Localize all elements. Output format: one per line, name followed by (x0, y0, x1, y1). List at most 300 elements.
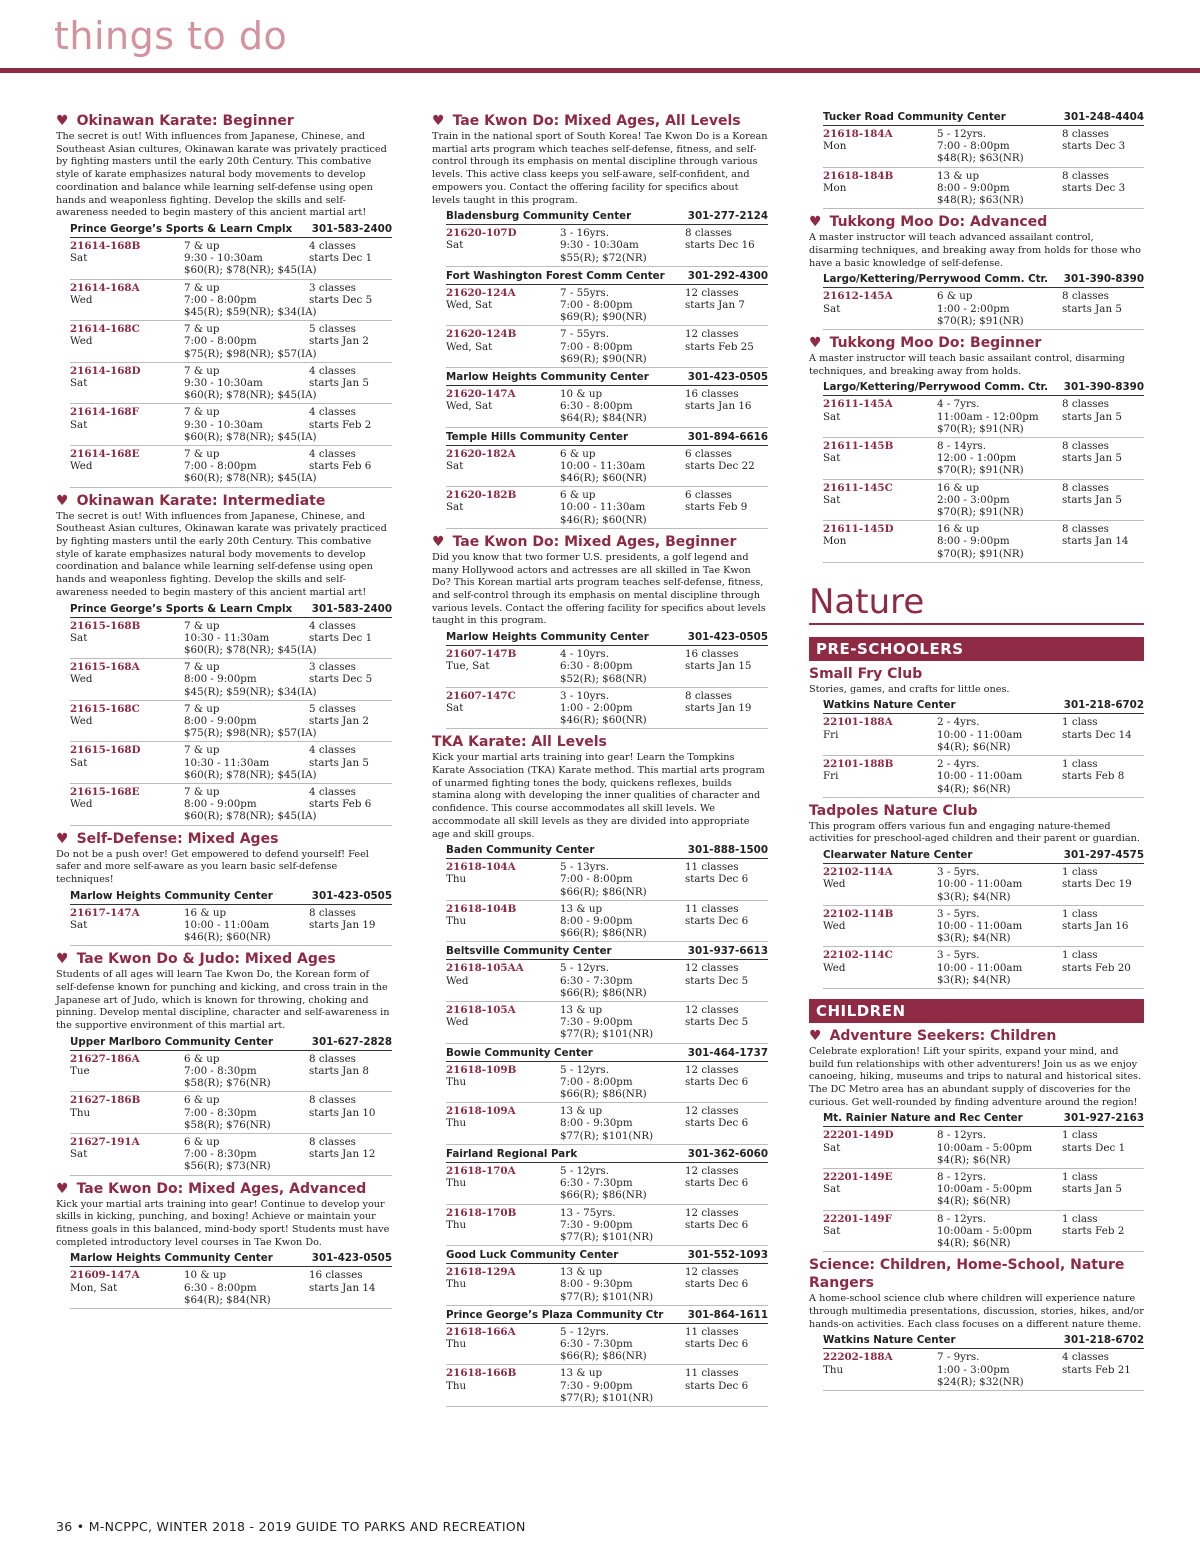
class-id-cell (70, 365, 184, 402)
class-count-cell (685, 1266, 768, 1303)
class-count: 8 classes (309, 906, 356, 919)
class-age: 7 & up (184, 406, 220, 419)
class-fee: $58(R); $76(NR) (184, 1118, 271, 1131)
class-time: 10:30 - 11:30am (184, 756, 270, 769)
class-schedule-cell (937, 908, 1062, 945)
class-count: 12 classes (685, 1164, 739, 1177)
center-block (823, 699, 1144, 797)
class-time: 11:00am - 12:00pm (937, 410, 1039, 423)
class-id-cell (823, 128, 937, 165)
class-start: starts Jan 5 (1062, 302, 1122, 315)
class-start: starts Dec 5 (309, 293, 373, 306)
class-schedule-cell (184, 702, 317, 740)
class-count-cell (685, 489, 768, 526)
class-start: starts Dec 1 (309, 252, 373, 265)
class-id-cell (446, 1105, 560, 1142)
center-phone: 301-927-2163 (1063, 1112, 1144, 1125)
class-days: Mon, Sat (70, 1281, 118, 1294)
center-header (446, 1249, 768, 1264)
class-fee: $4(R); $6(NR) (937, 1237, 1011, 1250)
class-code[interactable]: 21618-129A (446, 1266, 516, 1279)
center-phone: 301-423-0505 (687, 631, 768, 644)
class-count: 12 classes (685, 1105, 739, 1118)
class-fee: $64(R); $84(NR) (184, 1293, 271, 1306)
class-count: 6 classes (685, 489, 732, 502)
center-phone: 301-297-4575 (1063, 849, 1144, 862)
class-time: 10:00 - 11:30am (560, 459, 646, 472)
class-row (823, 168, 1144, 210)
class-code[interactable]: 21618-105AA (446, 962, 524, 975)
class-fee: $46(R); $60(NR) (560, 714, 647, 727)
class-count-cell (685, 1105, 768, 1142)
center-header (446, 1047, 768, 1062)
class-fee: $69(R); $90(NR) (560, 311, 647, 324)
class-time: 10:00 - 11:30am (560, 501, 646, 514)
class-time: 7:00 - 8:00pm (184, 335, 257, 348)
class-age: 6 & up (184, 1052, 220, 1065)
class-count-cell (309, 365, 392, 402)
class-schedule-cell (560, 489, 685, 526)
class-days: Thu (446, 1218, 467, 1231)
class-schedule-cell (184, 1094, 309, 1131)
heart-icon: ♥ (432, 533, 445, 550)
center-header (70, 1252, 392, 1267)
class-schedule-cell (560, 1266, 685, 1303)
class-code[interactable]: 21614-168B (70, 239, 141, 252)
class-id-cell (446, 489, 560, 526)
class-row (823, 906, 1144, 948)
class-fee: $66(R); $86(NR) (560, 885, 647, 898)
class-days: Fri (823, 728, 839, 741)
class-count: 12 classes (685, 962, 739, 975)
class-schedule-cell (937, 866, 1062, 903)
class-code[interactable]: 21620-107D (446, 227, 517, 240)
center-name: Good Luck Community Center (446, 1249, 619, 1262)
class-days: Sat (70, 918, 88, 931)
class-code[interactable]: 21615-168D (70, 744, 141, 757)
class-count: 1 class (1062, 949, 1098, 962)
class-count: 8 classes (1062, 169, 1109, 182)
class-code[interactable]: 22101-188A (823, 716, 893, 729)
class-id-cell (446, 1326, 560, 1363)
class-start: starts Jan 5 (309, 376, 369, 389)
class-count-cell (1062, 758, 1144, 795)
class-code[interactable]: 22102-114C (823, 949, 893, 962)
center-header (446, 1309, 768, 1324)
activity-title (809, 334, 1144, 352)
class-code[interactable]: 22201-149E (823, 1171, 893, 1184)
class-code[interactable]: 21627-186A (70, 1052, 140, 1065)
class-age: 6 & up (560, 447, 596, 460)
class-code[interactable]: 21614-168F (70, 406, 139, 419)
activity-title-text: Tae Kwon Do: Mixed Ages, All Levels (452, 113, 741, 129)
center-header (823, 1112, 1144, 1127)
center-phone: 301-423-0505 (311, 1252, 392, 1265)
class-row (446, 386, 768, 428)
class-count: 8 classes (309, 1094, 356, 1107)
class-code[interactable]: 21618-184A (823, 128, 893, 140)
class-fee: $3(R); $4(NR) (937, 890, 1011, 903)
class-id-cell (446, 448, 560, 485)
class-fee: $48(R); $63(NR) (937, 194, 1024, 207)
class-code[interactable]: 21609-147A (70, 1269, 140, 1282)
class-id-cell (446, 648, 560, 685)
class-count-cell (685, 690, 768, 727)
class-age: 10 & up (184, 1269, 227, 1282)
activity-title (56, 1180, 392, 1198)
class-code[interactable]: 21607-147B (446, 648, 517, 661)
class-age: 7 - 55yrs. (560, 328, 609, 341)
class-schedule-cell (937, 128, 1062, 165)
class-id-cell (70, 1269, 184, 1306)
class-schedule-cell (560, 388, 685, 425)
center-header (446, 270, 768, 285)
class-id-cell (823, 949, 937, 986)
class-schedule-cell (184, 281, 317, 319)
class-code[interactable]: 21607-147C (446, 689, 516, 702)
class-time: 1:00 - 3:00pm (937, 1363, 1010, 1376)
center-phone: 301-552-1093 (687, 1249, 768, 1262)
class-age: 6 & up (560, 489, 596, 502)
class-code[interactable]: 21611-145B (823, 439, 894, 452)
activity-title (809, 665, 1144, 683)
center-header (70, 1036, 392, 1051)
class-age: 7 & up (184, 619, 220, 632)
class-code[interactable]: 21618-166A (446, 1325, 516, 1338)
class-code[interactable]: 21620-182B (446, 489, 517, 502)
class-row (70, 280, 392, 322)
class-age: 7 & up (184, 744, 220, 757)
heart-icon: ♥ (809, 214, 822, 231)
class-days: Wed (446, 974, 469, 987)
class-count-cell (685, 1004, 768, 1041)
class-code[interactable]: 22201-149D (823, 1129, 894, 1142)
class-row (823, 864, 1144, 906)
class-start: starts Dec 6 (685, 1075, 749, 1088)
class-code[interactable]: 21618-166B (446, 1367, 517, 1380)
center-block (70, 890, 392, 947)
activity-description: Stories, games, and crafts for little ones. (809, 683, 1010, 695)
class-fee: $70(R); $91(NR) (937, 505, 1024, 518)
activity-title-text: Tukkong Moo Do: Advanced (829, 214, 1048, 231)
class-schedule-cell (937, 440, 1062, 477)
class-age: 3 - 5yrs. (937, 907, 980, 920)
class-row (823, 756, 1144, 798)
class-count-cell (309, 448, 392, 485)
class-count-cell (309, 1269, 392, 1306)
class-age: 2 - 4yrs. (937, 716, 980, 729)
class-count: 12 classes (685, 1063, 739, 1076)
class-start: starts Jan 5 (1062, 410, 1122, 423)
class-count-cell (309, 240, 392, 277)
activity-title (56, 950, 392, 968)
class-row (70, 404, 392, 446)
class-days: Sat (446, 459, 464, 472)
activity-title (432, 533, 768, 551)
class-start: starts Dec 16 (685, 239, 755, 252)
class-days: Wed (70, 673, 93, 686)
class-days: Wed (70, 293, 93, 306)
class-code[interactable]: 21620-124B (446, 328, 517, 341)
class-code[interactable]: 21618-170A (446, 1164, 516, 1177)
class-start: starts Dec 3 (1062, 181, 1126, 194)
class-schedule-cell (937, 1213, 1062, 1250)
class-id-cell (446, 287, 560, 324)
class-start: starts Jan 19 (309, 918, 376, 931)
class-time: 6:30 - 8:00pm (184, 1281, 257, 1294)
class-start: starts Jan 7 (685, 299, 745, 312)
class-code[interactable]: 21614-168D (70, 364, 141, 377)
class-count-cell (309, 1094, 392, 1131)
class-code[interactable]: 21617-147A (70, 906, 140, 919)
class-age: 7 & up (184, 364, 220, 377)
class-code[interactable]: 21611-145A (823, 398, 893, 411)
class-code[interactable]: 22202-188A (823, 1351, 893, 1364)
class-time: 7:00 - 8:30pm (184, 1148, 257, 1161)
center-name: Fairland Regional Park (446, 1147, 578, 1160)
class-code[interactable]: 21618-105A (446, 1004, 516, 1017)
class-code[interactable]: 21614-168C (70, 323, 140, 336)
class-code[interactable]: 21618-104A (446, 861, 516, 874)
class-count-cell (685, 448, 768, 485)
class-code[interactable]: 21612-145A (823, 290, 893, 303)
class-row (823, 1169, 1144, 1211)
class-count-cell (1062, 716, 1144, 753)
class-start: starts Feb 2 (309, 418, 372, 431)
class-count: 4 classes (309, 785, 356, 798)
class-row (70, 321, 392, 363)
class-start: starts Jan 5 (1062, 493, 1122, 506)
class-count-cell (309, 661, 392, 698)
class-id-cell (446, 1266, 560, 1303)
class-count: 8 classes (1062, 128, 1109, 140)
class-code[interactable]: 21611-145D (823, 523, 894, 536)
class-count-cell (1062, 949, 1144, 986)
class-fee: $66(R); $86(NR) (560, 1088, 647, 1101)
class-time: 12:00 - 1:00pm (937, 452, 1017, 465)
class-id-cell (446, 1064, 560, 1101)
class-code[interactable]: 21615-168B (70, 619, 141, 632)
center-block (823, 111, 1144, 209)
class-schedule-cell (184, 323, 317, 360)
class-count-cell (685, 1367, 768, 1404)
class-count-cell (309, 1136, 392, 1173)
activity-description: This program offers various fun and engaging nature-themed activities for preschool-aged children and their parent or guardian. (809, 820, 1140, 845)
class-code[interactable]: 21611-145C (823, 481, 893, 494)
class-count-cell (685, 861, 768, 898)
column-3-activities (809, 111, 1144, 563)
class-days: Wed (823, 919, 846, 932)
activity-description: Kick your martial arts training into gear! Continue to develop your skills in kicking, punching, and boxing! Achieve or maintain your fitness goals in this balanced, mind-body sport! Students must have completed introductory level courses in Tae Kwon Do. (56, 1198, 390, 1248)
class-start: starts Jan 12 (309, 1148, 376, 1161)
activity-description: A master instructor will teach basic assailant control, disarming techniques, and breaking away from holds. (809, 352, 1125, 377)
activity-title (809, 213, 1144, 231)
class-code[interactable]: 21620-182A (446, 447, 516, 460)
class-schedule-cell (937, 1171, 1062, 1208)
class-code[interactable]: 22201-149F (823, 1212, 892, 1225)
class-age: 3 - 16yrs. (560, 227, 609, 240)
class-start: starts Dec 14 (1062, 728, 1132, 741)
class-count-cell (1062, 1129, 1144, 1166)
class-code[interactable]: 21614-168A (70, 281, 140, 294)
center-block (823, 1112, 1144, 1252)
class-time: 10:00am - 5:00pm (937, 1183, 1033, 1196)
class-code[interactable]: 21620-124A (446, 286, 516, 299)
class-days: Thu (446, 1075, 467, 1088)
class-age: 5 - 12yrs. (560, 1063, 609, 1076)
class-age: 7 & up (184, 281, 220, 294)
column-1 (56, 108, 392, 1309)
class-start: starts Jan 8 (309, 1064, 369, 1077)
class-row (446, 1205, 768, 1247)
class-time: 10:00 - 11:00am (937, 919, 1023, 932)
class-fee: $55(R); $72(NR) (560, 251, 647, 264)
class-age: 3 - 10yrs. (560, 689, 609, 702)
class-id-cell (446, 903, 560, 940)
class-age: 7 & up (184, 785, 220, 798)
class-days: Thu (446, 1177, 467, 1190)
center-header (446, 631, 768, 646)
center-phone: 301-423-0505 (687, 371, 768, 384)
class-code[interactable]: 21618-170B (446, 1206, 517, 1219)
class-start: starts Feb 6 (309, 460, 372, 473)
class-time: 10:00 - 11:00am (937, 878, 1023, 891)
class-count: 11 classes (685, 902, 739, 915)
class-days: Sat (823, 493, 841, 506)
class-schedule-cell (184, 239, 317, 277)
class-age: 7 & up (184, 323, 220, 336)
class-code[interactable]: 21618-109B (446, 1063, 517, 1076)
class-row (70, 701, 392, 743)
class-count: 16 classes (685, 648, 739, 661)
class-schedule-cell (184, 619, 317, 657)
class-fee: $69(R); $90(NR) (560, 352, 647, 365)
center-phone: 301-423-0505 (311, 889, 392, 902)
class-time: 8:00 - 9:00pm (184, 714, 257, 727)
center-block (823, 273, 1144, 330)
class-code[interactable]: 21627-186B (70, 1094, 141, 1107)
class-start: starts Dec 6 (685, 1379, 749, 1392)
class-fee: $66(R); $86(NR) (560, 927, 647, 940)
class-count-cell (1062, 523, 1144, 560)
center-name: Bowie Community Center (446, 1046, 593, 1059)
class-time: 8:00 - 9:00pm (184, 798, 257, 811)
class-count-cell (685, 1165, 768, 1202)
class-code[interactable]: 21615-168E (70, 785, 140, 798)
class-schedule-cell (560, 227, 685, 264)
class-age: 8 - 14yrs. (937, 439, 986, 452)
center-phone: 301-583-2400 (311, 222, 392, 235)
center-name: Mt. Rainier Nature and Rec Center (823, 1112, 1023, 1125)
class-fee: $45(R); $59(NR); $34(IA) (184, 305, 317, 318)
class-start: starts Feb 6 (309, 798, 372, 811)
center-name: Beltsville Community Center (446, 945, 612, 958)
center-block (446, 371, 768, 428)
center-block (70, 223, 392, 488)
class-id-cell (823, 523, 937, 560)
class-start: starts Dec 6 (685, 915, 749, 928)
class-age: 7 & up (184, 239, 220, 252)
class-code[interactable]: 21618-109A (446, 1105, 516, 1118)
class-age: 13 & up (560, 1266, 603, 1279)
class-row (446, 901, 768, 943)
class-schedule-cell (937, 170, 1062, 207)
class-id-cell (446, 328, 560, 365)
center-header (70, 890, 392, 905)
center-block (70, 1036, 392, 1176)
class-age: 3 - 5yrs. (937, 949, 980, 962)
class-days: Sat (823, 1141, 841, 1154)
class-age: 5 - 12yrs. (560, 1164, 609, 1177)
class-fee: $46(R); $60(NR) (560, 472, 647, 485)
center-block (823, 381, 1144, 562)
class-schedule-cell (560, 903, 685, 940)
class-code[interactable]: 21614-168E (70, 447, 140, 460)
class-code[interactable]: 21620-147A (446, 388, 516, 401)
center-name: Upper Marlboro Community Center (70, 1035, 274, 1048)
class-days: Sat (823, 302, 841, 315)
class-count-cell (1062, 908, 1144, 945)
class-start: starts Feb 8 (1062, 770, 1125, 783)
class-id-cell (446, 1165, 560, 1202)
class-days: Sat (70, 631, 88, 644)
activity-title (56, 492, 392, 510)
class-code[interactable]: 21618-184B (823, 169, 894, 182)
class-row (70, 905, 392, 947)
class-age: 16 & up (937, 481, 980, 494)
heart-icon: ♥ (56, 113, 69, 129)
class-code[interactable]: 21615-168A (70, 661, 140, 674)
class-time: 7:30 - 9:00pm (560, 1379, 633, 1392)
class-count-cell (309, 703, 392, 740)
class-row (446, 1002, 768, 1044)
class-row (70, 1051, 392, 1093)
class-days: Sat (70, 756, 88, 769)
class-start: starts Jan 16 (1062, 919, 1129, 932)
class-row (823, 126, 1144, 168)
class-code[interactable]: 22102-114B (823, 907, 894, 920)
class-schedule-cell (560, 1004, 685, 1041)
class-code[interactable]: 21618-104B (446, 902, 517, 915)
class-days: Thu (446, 1379, 467, 1392)
class-schedule-cell (560, 861, 685, 898)
center-name: Watkins Nature Center (823, 1334, 956, 1347)
class-count-cell (1062, 1213, 1144, 1250)
preschool-activities (809, 665, 1144, 989)
class-days: Tue (70, 1064, 90, 1077)
class-time: 9:30 - 10:30am (184, 252, 263, 265)
class-schedule-cell (560, 1064, 685, 1101)
class-count: 8 classes (309, 1136, 356, 1148)
class-id-cell (823, 908, 937, 945)
class-code[interactable]: 21627-191A (70, 1136, 140, 1148)
class-code[interactable]: 22101-188B (823, 758, 894, 771)
class-days: Thu (70, 1106, 91, 1119)
class-schedule-cell (937, 398, 1062, 435)
activity-title-text: TKA Karate: All Levels (432, 734, 607, 751)
class-schedule-cell (937, 716, 1062, 753)
class-fee: $60(R); $78(NR); $45(IA) (184, 264, 317, 277)
class-start: starts Dec 5 (685, 1016, 749, 1029)
class-count: 8 classes (1062, 398, 1109, 411)
class-days: Thu (823, 1363, 844, 1376)
activity-title-text: Tae Kwon Do: Mixed Ages, Beginner (452, 533, 737, 550)
class-code[interactable]: 22102-114A (823, 866, 893, 879)
class-code[interactable]: 21615-168C (70, 702, 140, 715)
activity-description: A master instructor will teach advanced assailant control, disarming techniques, and breaking away from holds for those who have a basic knowledge of self-defense. (809, 232, 1141, 269)
class-start: starts Dec 5 (685, 974, 749, 987)
class-row (823, 1349, 1144, 1391)
